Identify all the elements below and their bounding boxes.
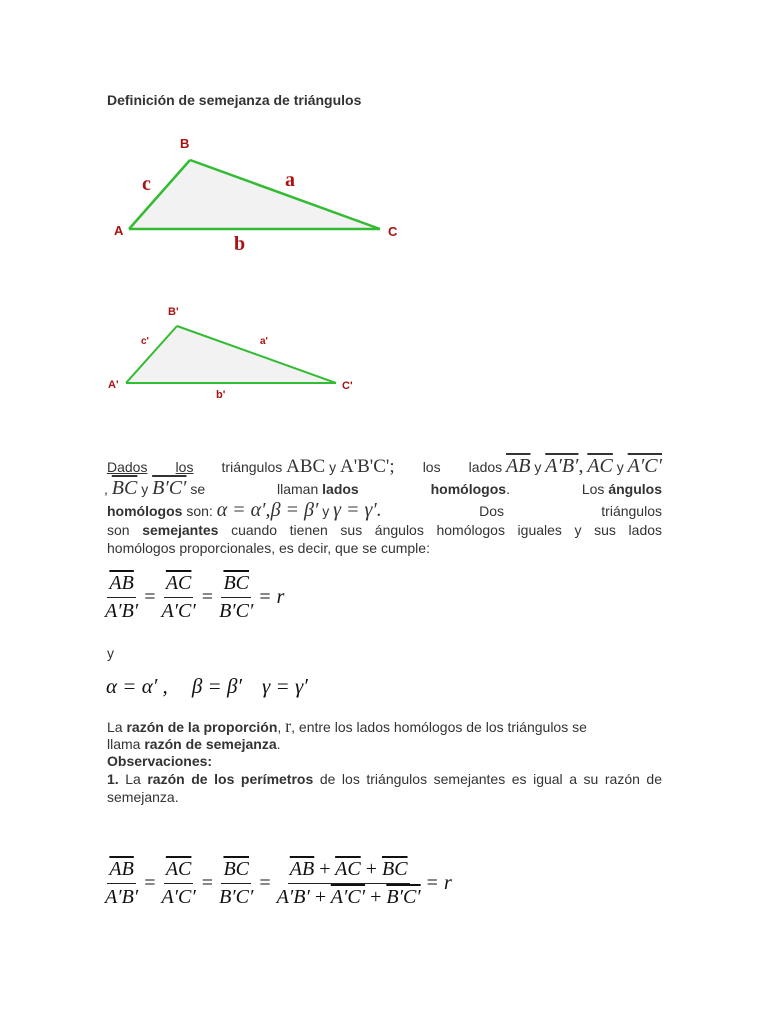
vertex-a-label: A: [114, 223, 124, 238]
text-comma: ,: [104, 481, 108, 497]
frac-ac-num: $\overline{AC}$: [164, 572, 194, 598]
eq-sign-2: =: [201, 586, 214, 608]
eq3-r: r: [443, 872, 452, 894]
eq-sign-3: =: [259, 586, 271, 608]
vertex-cp-label: C': [342, 380, 353, 392]
side-c-label: c: [142, 173, 151, 195]
text-llama: llama: [107, 736, 141, 752]
math-gamma-eq: γ = γ′.: [333, 499, 382, 521]
plus-1: +: [319, 858, 331, 880]
math-apbpcp: A'B'C';: [339, 456, 395, 477]
text-y-3: y: [141, 481, 149, 497]
text-dados: Dados: [107, 459, 148, 475]
text-homologos-bold: homólogos: [430, 481, 507, 497]
triangle-abc-fill: [129, 160, 380, 229]
frac3-bc: [219, 858, 253, 909]
math-beta-eq: β = β′: [270, 499, 319, 521]
frac3-bc-num: $\overline{BC}$: [221, 858, 251, 884]
eq3-sign-4: =: [426, 872, 438, 894]
text-triangulos-semejantes: de los triángulos semejantes es igual a su razón de: [319, 771, 663, 787]
para1-line1: Dados los triángulos ABC y A'B'C'; los lados $\overline{AB}$ y A′B′, $\overline{AC}$ y A′C′: [107, 455, 662, 477]
triangle-abc-figure: [100, 130, 420, 255]
equation-angles: [106, 674, 308, 699]
text-y-1: y: [534, 459, 542, 475]
math-bpcp: B′C′: [152, 477, 187, 499]
text-cuando-tienen: cuando tienen sus ángulos homólogos iguales y sus lados: [231, 522, 663, 538]
text-angulos-bold: ángulos: [608, 481, 662, 497]
equation-perimeters: [105, 858, 452, 909]
text-los-3: Los: [581, 481, 605, 497]
sum-num-bc: $\overline{BC}$: [381, 858, 408, 880]
text-los-2: los: [422, 459, 441, 475]
para2-line2: [107, 736, 281, 753]
sum-den-ac: A′C′: [330, 886, 366, 908]
eq3-sign-2: =: [201, 872, 214, 894]
side-b-label: b: [234, 233, 246, 255]
math-r: r: [285, 716, 292, 736]
para1-line2: , $\overline{BC}$ y B′C′ se llaman lados homólogos. Los ángulos: [104, 477, 662, 499]
text-y-4: y: [322, 503, 330, 519]
text-num1: 1.: [107, 771, 119, 787]
text-la: La: [107, 719, 123, 735]
text-son-2: son: [107, 522, 130, 538]
frac-ac-den: A′C′: [161, 600, 196, 622]
sum-den-ab: A′B′: [276, 886, 310, 908]
eq-sign-1: =: [144, 586, 156, 608]
text-triangulos-2: triángulos: [601, 503, 662, 519]
para1-line4: [107, 522, 662, 539]
side-a-label: a: [285, 169, 295, 191]
math-apcp: A′C′: [627, 455, 662, 477]
sum-num-ab: $\overline{AB}$: [289, 858, 315, 880]
frac3-sum-den: [277, 884, 421, 909]
sum-den-bc: B′C′: [386, 886, 421, 908]
text-dos: Dos: [479, 503, 504, 519]
para1-line5: homólogos proporcionales, es decir, que se cumple:: [107, 540, 430, 556]
eq-r: r: [276, 586, 285, 608]
frac-ab: [105, 572, 138, 623]
triangle-apbpcp-figure: [100, 300, 370, 410]
para1-line3: [107, 498, 662, 520]
vertex-c-label: C: [388, 224, 398, 239]
para2-line4: [107, 771, 662, 788]
text-la-2: La: [125, 771, 141, 787]
text-razon-perimetros-bold: razón de los perímetros: [147, 771, 314, 787]
math-beta-eq-2: β = β′: [191, 674, 242, 698]
math-ab: $\overline{AB}$: [506, 455, 531, 477]
text-entre-lados: , entre los lados homólogos de los triángulos se: [291, 719, 587, 735]
frac3-ac-den: A′C′: [161, 886, 196, 908]
math-abc: ABC: [286, 456, 326, 477]
text-los: los: [175, 459, 194, 475]
math-bc: $\overline{BC}$: [111, 477, 138, 499]
plus-2: +: [365, 858, 377, 880]
plus-3: +: [314, 886, 327, 908]
frac3-sum: [277, 858, 421, 909]
math-gamma-eq-2: γ = γ′: [262, 674, 308, 698]
side-bp-label: b': [216, 389, 226, 401]
frac-ab-den: A′B′: [105, 600, 139, 622]
text-triangulos: triángulos: [221, 459, 283, 475]
page-title: Definición de semejanza de triángulos: [107, 92, 362, 108]
text-comma-r: ,: [277, 719, 282, 735]
text-dot: .: [276, 736, 281, 752]
vertex-b-label: B: [180, 136, 190, 151]
text-lados: lados: [468, 459, 503, 475]
plus-4: +: [370, 886, 382, 908]
frac3-ac-num: $\overline{AC}$: [164, 858, 194, 884]
text-semejantes-bold: semejantes: [142, 522, 219, 538]
text-se: se: [190, 481, 206, 497]
equation-ratio: [105, 572, 284, 623]
frac-bc-num: $\overline{BC}$: [221, 572, 251, 598]
math-ac: $\overline{AC}$: [587, 455, 613, 477]
text-y: y: [329, 459, 337, 475]
frac-bc: [219, 572, 253, 623]
vertex-ap-label: A': [108, 379, 119, 391]
text-y-2: y: [616, 459, 624, 475]
text-razon-proporcion-bold: razón de la proporción: [126, 719, 278, 735]
frac-bc-den: B′C′: [219, 600, 254, 622]
frac3-sum-num: [288, 858, 410, 884]
math-apbp: A′B′: [545, 455, 579, 477]
frac3-ab-den: A′B′: [105, 886, 139, 908]
text-homologos-bold-2: homólogos: [107, 503, 183, 519]
math-alpha-eq-2: α = α′ ,: [106, 674, 168, 698]
eq3-sign-3: =: [259, 872, 271, 894]
text-y-separator: y: [107, 645, 114, 661]
math-alpha-eq: α = α′,: [216, 499, 271, 521]
side-cp-label: c': [141, 336, 149, 347]
sum-num-ac: $\overline{AC}$: [335, 858, 361, 880]
eq3-sign-1: =: [144, 872, 156, 894]
vertex-bp-label: B': [168, 306, 179, 318]
triangle-apbpcp-fill: [126, 326, 336, 383]
observaciones-heading: Observaciones:: [107, 753, 213, 769]
side-ap-label: a': [260, 336, 268, 347]
frac-ac: [161, 572, 195, 623]
text-son: son:: [186, 503, 213, 519]
frac-ab-num: $\overline{AB}$: [107, 572, 135, 598]
frac3-ab: [105, 858, 138, 909]
frac3-bc-den: B′C′: [219, 886, 254, 908]
para2-line1: [107, 716, 662, 736]
text-llaman: llaman: [277, 481, 319, 497]
frac3-ab-num: $\overline{AB}$: [107, 858, 135, 884]
frac3-ac: [161, 858, 195, 909]
text-razon-semejanza-bold: razón de semejanza: [144, 736, 277, 752]
para2-line5: semejanza.: [107, 789, 179, 805]
text-lados-bold: lados: [322, 481, 359, 497]
